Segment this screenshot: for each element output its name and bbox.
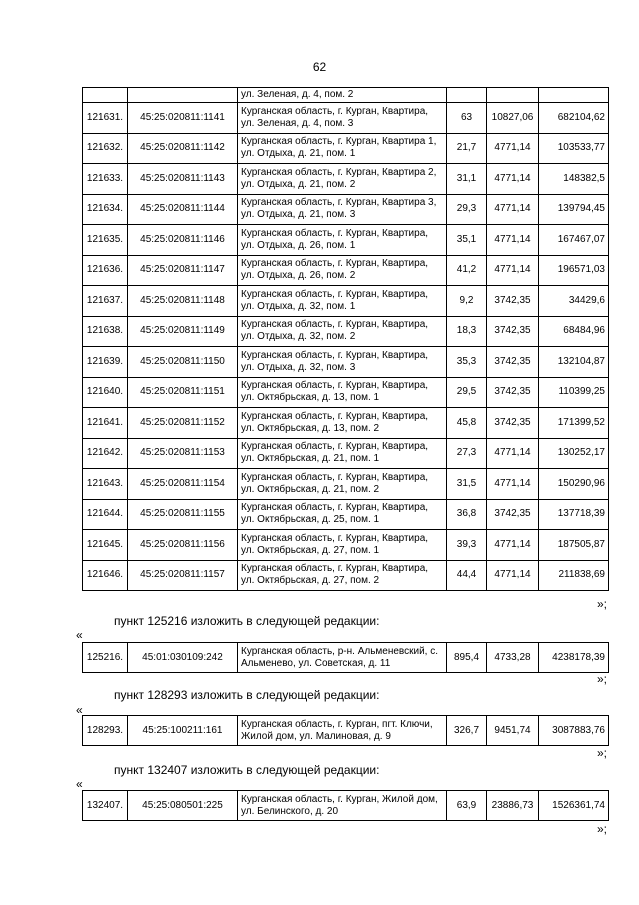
- address-cell: Курганская область, г. Курган, Квартира, ул. Октябрьская, д. 27, пом. 1: [238, 530, 447, 561]
- table-row: [83, 438, 609, 469]
- area-cell: 27,3: [447, 438, 487, 469]
- cost-cell: 110399,25: [539, 377, 609, 408]
- area-cell: 45,8: [447, 408, 487, 439]
- amendment-table: [82, 790, 609, 821]
- table-row: [83, 499, 609, 530]
- cost-cell: 103533,77: [539, 133, 609, 164]
- address-cell: Курганская область, г. Курган, Квартира 3, ул. Отдыха, д. 21, пом. 3: [238, 194, 447, 225]
- rate-cell: 4771,14: [487, 255, 539, 286]
- table-row: [83, 164, 609, 195]
- cadastral-number-cell: 45:25:020811:1146: [128, 225, 238, 256]
- table-row: [83, 133, 609, 164]
- cadastral-number-cell: 45:25:100211:161: [128, 716, 238, 746]
- cost-cell: [539, 88, 609, 103]
- area-cell: 31,1: [447, 164, 487, 195]
- area-cell: 35,1: [447, 225, 487, 256]
- area-cell: 63: [447, 103, 487, 134]
- row-number-cell: 121638.: [83, 316, 128, 347]
- address-cell: Курганская область, г. Курган, Квартира, ул. Отдыха, д. 32, пом. 2: [238, 316, 447, 347]
- rate-cell: 3742,35: [487, 499, 539, 530]
- row-number-cell: 121636.: [83, 255, 128, 286]
- table-row: [83, 316, 609, 347]
- address-cell: Курганская область, г. Курган, Квартира, ул. Октябрьская, д. 13, пом. 1: [238, 377, 447, 408]
- area-cell: 31,5: [447, 469, 487, 500]
- row-number-cell: 121642.: [83, 438, 128, 469]
- row-number-cell: 121645.: [83, 530, 128, 561]
- area-cell: 21,7: [447, 133, 487, 164]
- address-cell: Курганская область, г. Курган, Квартира 2, ул. Отдыха, д. 21, пом. 2: [238, 164, 447, 195]
- row-number-cell: 125216.: [83, 643, 128, 673]
- page-number: 62: [312, 60, 327, 74]
- cost-cell: 150290,96: [539, 469, 609, 500]
- instruction-text: пункт 125216 изложить в следующей редакции:: [114, 614, 380, 628]
- table-row: [83, 194, 609, 225]
- table-row: [83, 225, 609, 256]
- address-cell: Курганская область, г. Курган, Квартира, ул. Отдыха, д. 32, пом. 1: [238, 286, 447, 317]
- cost-cell: 4238178,39: [539, 643, 609, 673]
- amendment-table: [82, 642, 609, 673]
- rate-cell: 10827,06: [487, 103, 539, 134]
- table-row: [83, 469, 609, 500]
- row-number-cell: 121631.: [83, 103, 128, 134]
- area-cell: 39,3: [447, 530, 487, 561]
- cadastral-number-cell: 45:25:020811:1151: [128, 377, 238, 408]
- cadastral-number-cell: 45:25:020811:1142: [128, 133, 238, 164]
- area-cell: 35,3: [447, 347, 487, 378]
- rate-cell: 4771,14: [487, 225, 539, 256]
- cost-cell: 211838,69: [539, 560, 609, 591]
- cadastral-number-cell: 45:25:020811:1143: [128, 164, 238, 195]
- closing-quote: »;: [596, 746, 607, 760]
- rate-cell: 3742,35: [487, 316, 539, 347]
- table-row: [83, 560, 609, 591]
- row-number-cell: 121633.: [83, 164, 128, 195]
- table-row: [83, 643, 609, 673]
- cost-cell: 68484,96: [539, 316, 609, 347]
- cost-cell: 167467,07: [539, 225, 609, 256]
- address-cell: Курганская область, г. Курган, Квартира, ул. Октябрьская, д. 21, пом. 1: [238, 438, 447, 469]
- row-number-cell: 121632.: [83, 133, 128, 164]
- address-cell: Курганская область, г. Курган, Квартира, ул. Октябрьская, д. 27, пом. 2: [238, 560, 447, 591]
- rate-cell: 4733,28: [487, 643, 539, 673]
- table-row: [83, 377, 609, 408]
- address-cell: Курганская область, г. Курган, Квартира, ул. Отдыха, д. 26, пом. 1: [238, 225, 447, 256]
- cadastral-number-cell: 45:25:020811:1148: [128, 286, 238, 317]
- cost-cell: 3087883,76: [539, 716, 609, 746]
- cadastral-number-cell: 45:25:020811:1150: [128, 347, 238, 378]
- table-row: [83, 103, 609, 134]
- cadastral-number-cell: 45:25:020811:1156: [128, 530, 238, 561]
- cost-cell: 196571,03: [539, 255, 609, 286]
- row-number-cell: 121639.: [83, 347, 128, 378]
- row-number-cell: 128293.: [83, 716, 128, 746]
- address-cell: Курганская область, г. Курган, Квартира, ул. Отдыха, д. 26, пом. 2: [238, 255, 447, 286]
- rate-cell: 4771,14: [487, 164, 539, 195]
- opening-quote: «: [76, 703, 83, 717]
- area-cell: 9,2: [447, 286, 487, 317]
- area-cell: [447, 88, 487, 103]
- cost-cell: 682104,62: [539, 103, 609, 134]
- area-cell: 29,3: [447, 194, 487, 225]
- rate-cell: 3742,35: [487, 408, 539, 439]
- area-cell: 44,4: [447, 560, 487, 591]
- table-row: [83, 255, 609, 286]
- cost-cell: 171399,52: [539, 408, 609, 439]
- closing-quote: »;: [596, 822, 607, 836]
- cadastral-number-cell: 45:25:020811:1147: [128, 255, 238, 286]
- cadastral-number-cell: 45:25:080501:225: [128, 791, 238, 821]
- row-number-cell: [83, 88, 128, 103]
- rate-cell: 4771,14: [487, 194, 539, 225]
- rate-cell: 4771,14: [487, 560, 539, 591]
- cadastral-number-cell: 45:25:020811:1149: [128, 316, 238, 347]
- rate-cell: 23886,73: [487, 791, 539, 821]
- cadastral-number-cell: 45:25:020811:1155: [128, 499, 238, 530]
- cadastral-number-cell: 45:25:020811:1154: [128, 469, 238, 500]
- rate-cell: [487, 88, 539, 103]
- rate-cell: 9451,74: [487, 716, 539, 746]
- table-row: [83, 716, 609, 746]
- table-row: [83, 88, 609, 103]
- rate-cell: 4771,14: [487, 133, 539, 164]
- address-cell: Курганская область, г. Курган, Квартира, ул. Отдыха, д. 32, пом. 3: [238, 347, 447, 378]
- amendment-table: [82, 715, 609, 746]
- row-number-cell: 121635.: [83, 225, 128, 256]
- area-cell: 18,3: [447, 316, 487, 347]
- row-number-cell: 121634.: [83, 194, 128, 225]
- closing-quote: »;: [596, 672, 607, 686]
- area-cell: 63,9: [447, 791, 487, 821]
- table-row: [83, 286, 609, 317]
- cadastral-number-cell: 45:25:020811:1157: [128, 560, 238, 591]
- rate-cell: 4771,14: [487, 530, 539, 561]
- row-number-cell: 121644.: [83, 499, 128, 530]
- address-cell: ул. Зеленая, д. 4, пом. 2: [238, 88, 447, 103]
- cost-cell: 148382,5: [539, 164, 609, 195]
- area-cell: 41,2: [447, 255, 487, 286]
- rate-cell: 3742,35: [487, 377, 539, 408]
- row-number-cell: 132407.: [83, 791, 128, 821]
- table-row: [83, 530, 609, 561]
- area-cell: 29,5: [447, 377, 487, 408]
- rate-cell: 3742,35: [487, 347, 539, 378]
- cadastral-number-cell: 45:25:020811:1153: [128, 438, 238, 469]
- address-cell: Курганская область, г. Курган, пгт. Ключи, Жилой дом, ул. Малиновая, д. 9: [238, 716, 447, 746]
- area-cell: 326,7: [447, 716, 487, 746]
- cadastral-number-cell: 45:25:020811:1144: [128, 194, 238, 225]
- cost-cell: 139794,45: [539, 194, 609, 225]
- area-cell: 36,8: [447, 499, 487, 530]
- row-number-cell: 121646.: [83, 560, 128, 591]
- rate-cell: 4771,14: [487, 469, 539, 500]
- table-row: [83, 791, 609, 821]
- address-cell: Курганская область, г. Курган, Квартира, ул. Октябрьская, д. 25, пом. 1: [238, 499, 447, 530]
- row-number-cell: 121640.: [83, 377, 128, 408]
- address-cell: Курганская область, г. Курган, Квартира 1, ул. Отдыха, д. 21, пом. 1: [238, 133, 447, 164]
- opening-quote: «: [76, 777, 83, 791]
- cadastral-number-cell: 45:25:020811:1141: [128, 103, 238, 134]
- table-row: [83, 408, 609, 439]
- row-number-cell: 121641.: [83, 408, 128, 439]
- table-row: [83, 347, 609, 378]
- cost-cell: 1526361,74: [539, 791, 609, 821]
- opening-quote: «: [76, 628, 83, 642]
- cost-cell: 137718,39: [539, 499, 609, 530]
- rate-cell: 4771,14: [487, 438, 539, 469]
- instruction-text: пункт 132407 изложить в следующей редакции:: [114, 763, 380, 777]
- address-cell: Курганская область, г. Курган, Квартира, ул. Октябрьская, д. 21, пом. 2: [238, 469, 447, 500]
- cost-cell: 34429,6: [539, 286, 609, 317]
- address-cell: Курганская область, р-н. Альменевский, с. Альменево, ул. Советская, д. 11: [238, 643, 447, 673]
- cadastral-number-cell: [128, 88, 238, 103]
- address-cell: Курганская область, г. Курган, Квартира, ул. Зеленая, д. 4, пом. 3: [238, 103, 447, 134]
- address-cell: Курганская область, г. Курган, Квартира, ул. Октябрьская, д. 13, пом. 2: [238, 408, 447, 439]
- area-cell: 895,4: [447, 643, 487, 673]
- property-table: [82, 87, 609, 591]
- instruction-text: пункт 128293 изложить в следующей редакции:: [114, 688, 380, 702]
- row-number-cell: 121637.: [83, 286, 128, 317]
- row-number-cell: 121643.: [83, 469, 128, 500]
- closing-quote: »;: [596, 597, 607, 611]
- cost-cell: 187505,87: [539, 530, 609, 561]
- cadastral-number-cell: 45:25:020811:1152: [128, 408, 238, 439]
- rate-cell: 3742,35: [487, 286, 539, 317]
- cost-cell: 130252,17: [539, 438, 609, 469]
- cadastral-number-cell: 45:01:030109:242: [128, 643, 238, 673]
- cost-cell: 132104,87: [539, 347, 609, 378]
- address-cell: Курганская область, г. Курган, Жилой дом, ул. Белинского, д. 20: [238, 791, 447, 821]
